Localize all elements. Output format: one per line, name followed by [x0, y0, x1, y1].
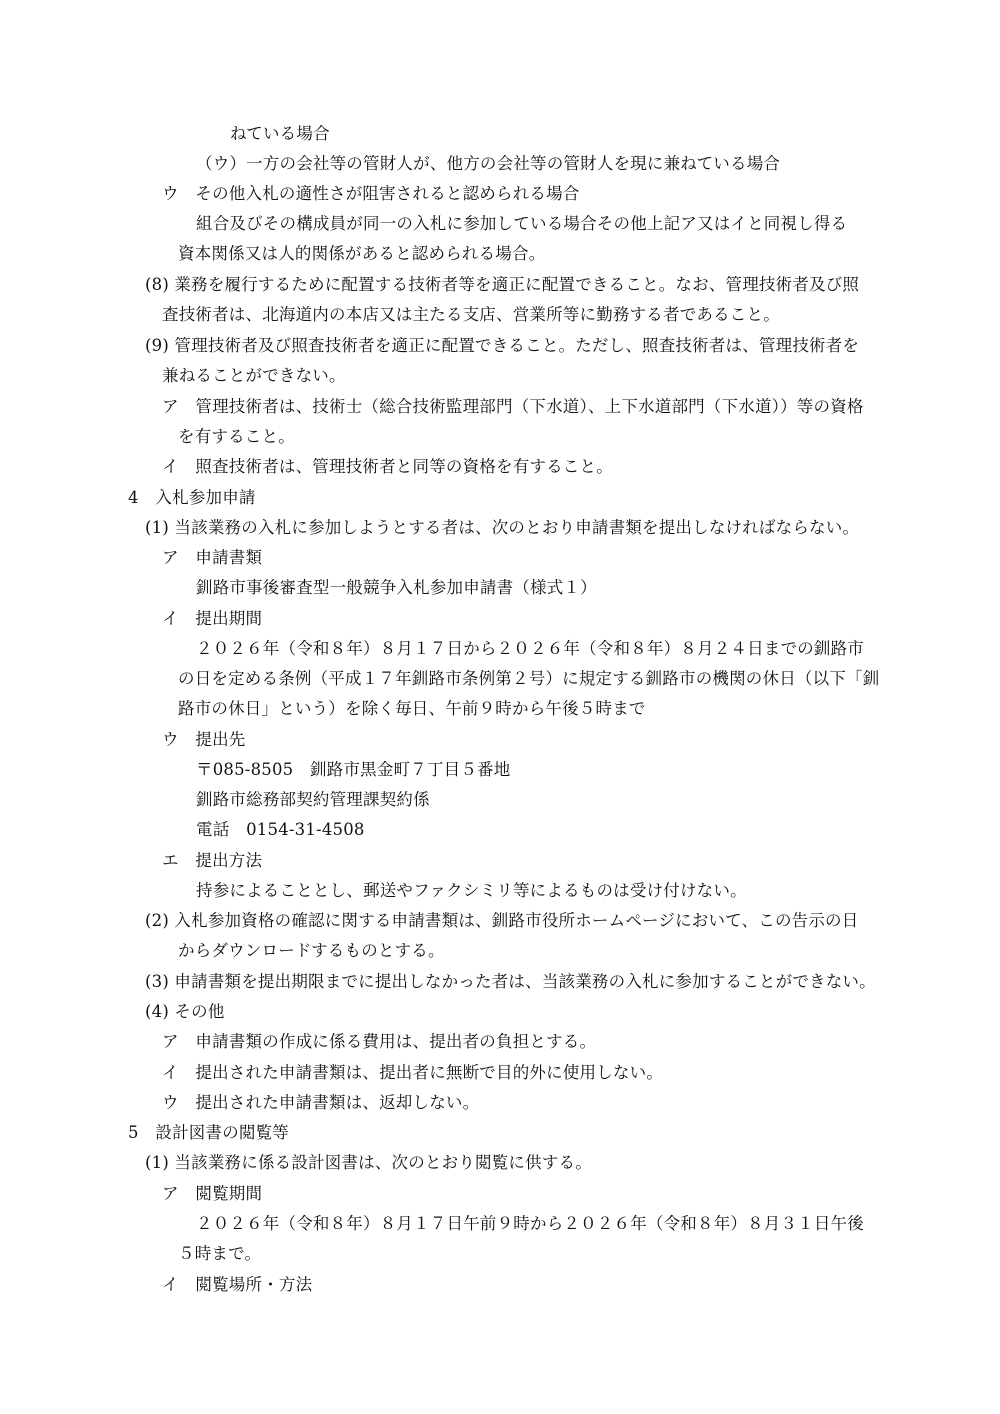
text-line: ア 申請書類	[162, 548, 263, 567]
text-line: ウ その他入札の適性さが阻害されると認められる場合	[162, 184, 580, 203]
text-line: イ 閲覧場所・方法	[162, 1275, 313, 1294]
text-line: イ 提出された申請書類は、提出者に無断で目的外に使用しない。	[162, 1063, 663, 1082]
text-line: (1) 当該業務に係る設計図書は、次のとおり閲覧に供する。	[145, 1153, 592, 1172]
text-line: ア 閲覧期間	[162, 1184, 263, 1203]
text-line: (8) 業務を履行するために配置する技術者等を適正に配置できること。なお、管理技術者及び照	[145, 275, 860, 294]
text-line: (3) 申請書類を提出期限までに提出しなかった者は、当該業務の入札に参加することができない。	[145, 972, 876, 991]
text-line: (9) 管理技術者及び照査技術者を適正に配置できること。ただし、照査技術者は、管理技術者を	[145, 336, 860, 355]
text-line: 資本関係又は人的関係があると認められる場合。	[178, 244, 546, 263]
text-line: (1) 当該業務の入札に参加しようとする者は、次のとおり申請書類を提出しなければならない。	[145, 518, 860, 537]
text-line: を有すること。	[178, 427, 295, 446]
text-line: ５時まで。	[178, 1244, 262, 1263]
text-line: 電話 0154-31-4508	[196, 820, 365, 839]
text-line: 〒085-8505 釧路市黒金町７丁目５番地	[196, 760, 511, 779]
text-line: ねている場合	[230, 124, 330, 143]
text-line: ウ 提出された申請書類は、返却しない。	[162, 1093, 480, 1112]
text-line: からダウンロードするものとする。	[178, 941, 445, 960]
text-line: (2) 入札参加資格の確認に関する申請書類は、釧路市役所ホームページにおいて、この告示の日	[145, 911, 859, 930]
section-heading: 5 設計図書の閲覧等	[128, 1123, 289, 1142]
text-line: （ウ）一方の会社等の管財人が、他方の会社等の管財人を現に兼ねている場合	[196, 154, 781, 173]
text-line: 持参によることとし、郵送やファクシミリ等によるものは受け付けない。	[196, 881, 747, 900]
text-line: 釧路市事後審査型一般競争入札参加申請書（様式１）	[196, 578, 597, 597]
text-line: ウ 提出先	[162, 730, 246, 749]
text-line: 釧路市総務部契約管理課契約係	[196, 790, 430, 809]
text-line: 兼ねることができない。	[162, 366, 346, 385]
text-line: ２０２６年（令和８年）８月１７日から２０２６年（令和８年）８月２４日までの釧路市	[196, 639, 864, 658]
text-line: ア 申請書類の作成に係る費用は、提出者の負担とする。	[162, 1032, 597, 1051]
text-line: イ 提出期間	[162, 609, 263, 628]
text-line: 路市の休日」という）を除く毎日、午前９時から午後５時まで	[178, 699, 646, 718]
text-line: イ 照査技術者は、管理技術者と同等の資格を有すること。	[162, 457, 613, 476]
text-line: (4) その他	[145, 1002, 225, 1021]
text-line: ア 管理技術者は、技術士（総合技術監理部門（下水道）、上下水道部門（下水道））等の資格	[162, 397, 864, 416]
text-line: 組合及びその構成員が同一の入札に参加している場合その他上記ア又はイと同視し得る	[196, 214, 848, 233]
text-line: 査技術者は、北海道内の本店又は主たる支店、営業所等に勤務する者であること。	[162, 305, 780, 324]
text-line: ２０２６年（令和８年）８月１７日午前９時から２０２６年（令和８年）８月３１日午後	[196, 1214, 864, 1233]
section-heading: 4 入札参加申請	[128, 488, 256, 507]
text-line: の日を定める条例（平成１７年釧路市条例第２号）に規定する釧路市の機関の休日（以下「釧	[178, 669, 880, 688]
text-line: エ 提出方法	[162, 851, 263, 870]
